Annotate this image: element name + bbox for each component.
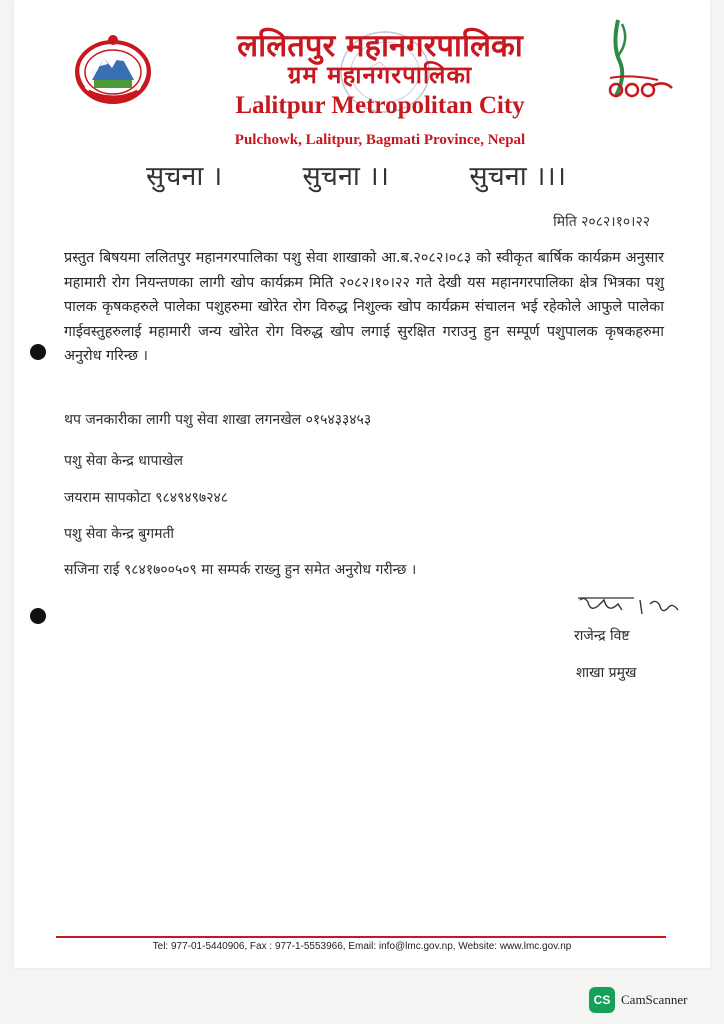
contact-line: थप जनकारीका लागी पशु सेवा शाखा लगनखेल ०१५४३३४५३ [64,412,372,428]
punch-hole [30,608,46,624]
contact-line: सजिना राई ९८४१७००५०९ मा सम्पर्क राख्नु हुन समेत अनुरोध गरीन्छ । [64,562,417,578]
notice-heading-row [146,156,566,193]
letterhead-name-nepali: ललितपुर महानगरपालिका [237,28,523,64]
footer-contact: Tel: 977-01-5440906, Fax : 977-1-5553966, Email: info@lmc.gov.np, Website: www.lmc.gov.np [152,941,572,952]
contact-line: पशु सेवा केन्द्र धापाखेल [64,453,183,469]
notice-body: प्रस्तुत बिषयमा ललितपुर महानगरपालिका पशु सेवा शाखाको आ.ब.२०८२।०८३ को स्वीकृत बार्षिक कार्यक्रम अनुसार महामारी रोग नियन्तणका लागी खोप कार्यक्रम मिति २०८२।१०।२२ गते देखी यस महानगरपालिका क्षेत्र भित्रका पशु पालक कृषकहरुले पालेका पशुहरुमा खोरेत रोग विरुद्ध निशुल्क खोप कार्यक्रम संचालन भई रहेकोले आफुले पालेका गाईवस्तुहरुलाई महामारी जन्य खोरेत रोग विरुद्ध खोप लगाई सुरक्षित गराउनु हुन सम्पूर्ण पशुपालक कृषकहरुमा अनुरोध गरिन्छ । [64,250,664,365]
notice-date: मिति २०८२।१०।२२ [553,214,650,230]
letterhead-address: Pulchowk, Lalitpur, Bagmati Province, Nepal [234,132,526,148]
letterhead-name-english: Lalitpur Metropolitan City [235,92,525,119]
footer-divider [56,936,666,938]
notice-heading: सुचना । [146,161,223,192]
signatory-name: राजेन्द्र विष्ट [574,628,630,644]
notice-heading: सुचना ।।। [469,161,566,192]
camscanner-logo-icon: CS [589,987,615,1013]
contact-line: पशु सेवा केन्द्र बुगमती [64,526,175,542]
punch-hole [30,344,46,360]
camscanner-label: CamScanner [621,992,688,1007]
signatory-title: शाखा प्रमुख [576,665,637,681]
letterhead-name-nepali-repeat: ग्रम महानगरपालिका [287,60,473,89]
handwritten-signature-icon [574,592,684,622]
notice-heading: सुचना ।। [302,161,389,192]
notice-page [14,0,710,968]
contact-line: जयराम सापकोटा ९८४९४९७२४८ [64,490,229,506]
camscanner-watermark [589,986,687,1014]
